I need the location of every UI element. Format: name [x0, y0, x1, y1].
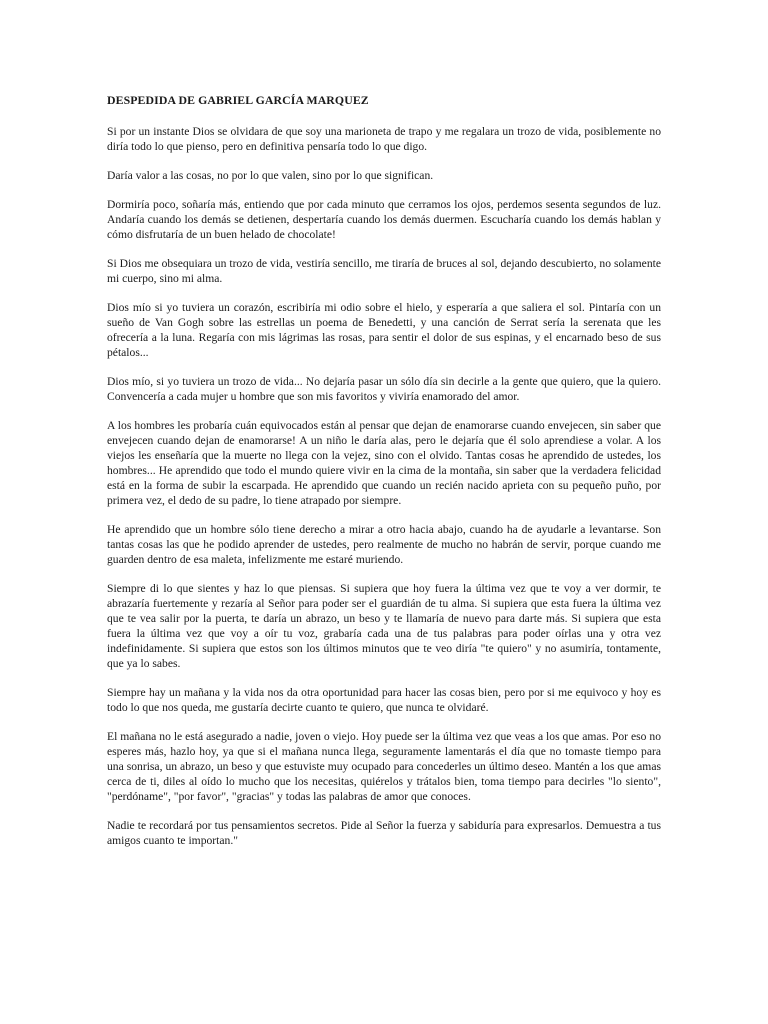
paragraph-2: Daría valor a las cosas, no por lo que valen, sino por lo que significan.	[107, 169, 434, 182]
paragraph-6: Dios mío, si yo tuviera un trozo de vida... No dejaría pasar un sólo día sin decirle a la gente que quiero, que la quiero. Convencería a cada mujer u hombre que son mis favoritos y viviría enamorado del amor.	[107, 375, 661, 403]
paragraph-5: Dios mío si yo tuviera un corazón, escribiría mi odio sobre el hielo, y esperaría a que saliera el sol. Pintaría con un sueño de Van Gogh sobre las estrellas un poema de Benedetti, y una canción de Serrat sería la serenata que les ofrecería a la luna. Regaría con mis lágrimas las rosas, para sentir el dolor de sus espinas, y el encarnado beso de sus pétalos...	[107, 301, 661, 359]
paragraph-9: Siempre di lo que sientes y haz lo que piensas. Si supiera que hoy fuera la última vez que te voy a ver dormir, te abrazaría fuertemente y rezaría al Señor para poder ser el guardián de tu alma. Si supiera que esta fuera la última vez que te vea salir por la puerta, te daría un abrazo, un beso y te llamaría de nuevo para darte más. Si supiera que esta fuera la última vez que voy a oír tu voz, grabaría cada una de tus palabras para poder oírlas una y otra vez indefinidamente. Si supiera que estos son los últimos minutos que te veo diría "te quiero" y no asumiría, tontamente, que ya lo sabes.	[107, 582, 661, 670]
paragraph-12: Nadie te recordará por tus pensamientos secretos. Pide al Señor la fuerza y sabiduría para expresarlos. Demuestra a tus amigos cuanto te importan."	[107, 819, 661, 847]
paragraph-10: Siempre hay un mañana y la vida nos da otra oportunidad para hacer las cosas bien, pero por si me equivoco y hoy es todo lo que nos queda, me gustaría decirte cuanto te quiero, que nunca te olvidaré.	[107, 686, 661, 714]
paragraph-7: A los hombres les probaría cuán equivocados están al pensar que dejan de enamorarse cuando envejecen, sin saber que envejecen cuando dejan de enamorarse! A un niño le daría alas, pero le dejaría que él solo aprendiese a volar. A los viejos les enseñaría que la muerte no llega con la vejez, sino con el olvido. Tantas cosas he aprendido de ustedes, los hombres... He aprendido que todo el mundo quiere vivir en la cima de la montaña, sin saber que la verdadera felicidad está en la forma de subir la escarpada. He aprendido que cuando un recién nacido aprieta con su pequeño puño, por primera vez, el dedo de su padre, lo tiene atrapado por siempre.	[107, 419, 661, 507]
paragraph-11: El mañana no le está asegurado a nadie, joven o viejo. Hoy puede ser la última vez que veas a los que amas. Por eso no esperes más, hazlo hoy, ya que si el mañana nunca llega, seguramente lamentarás el día que no tomaste tiempo para una sonrisa, un abrazo, un beso y que estuviste muy ocupado para concederles un último deseo. Mantén a los que amas cerca de ti, diles al oído lo mucho que los necesitas, quiérelos y trátalos bien, toma tiempo para decirles "lo siento", "perdóname", "por favor", "gracias" y todas las palabras de amor que conoces.	[107, 730, 661, 803]
paragraph-3: Dormiría poco, soñaría más, entiendo que por cada minuto que cerramos los ojos, perdemos sesenta segundos de luz. Andaría cuando los demás se detienen, despertaría cuando los demás duermen. Escucharía cuando los demás hablan y cómo disfrutaría de un buen helado de chocolate!	[107, 198, 661, 241]
paragraph-1: Si por un instante Dios se olvidara de que soy una marioneta de trapo y me regalara un trozo de vida, posiblemente no diría todo lo que pienso, pero en definitiva pensaría todo lo que digo.	[107, 125, 661, 153]
document-title: DESPEDIDA DE GABRIEL GARCÍA MARQUEZ	[107, 93, 369, 107]
paragraph-8: He aprendido que un hombre sólo tiene derecho a mirar a otro hacia abajo, cuando ha de ayudarle a levantarse. Son tantas cosas las que he podido aprender de ustedes, pero realmente de mucho no habrán de servir, porque cuando me guarden dentro de esa maleta, infelizmente me estaré muriendo.	[107, 523, 661, 566]
paragraph-4: Si Dios me obsequiara un trozo de vida, vestiría sencillo, me tiraría de bruces al sol, dejando descubierto, no solamente mi cuerpo, sino mi alma.	[107, 257, 661, 285]
document-body	[107, 93, 661, 862]
